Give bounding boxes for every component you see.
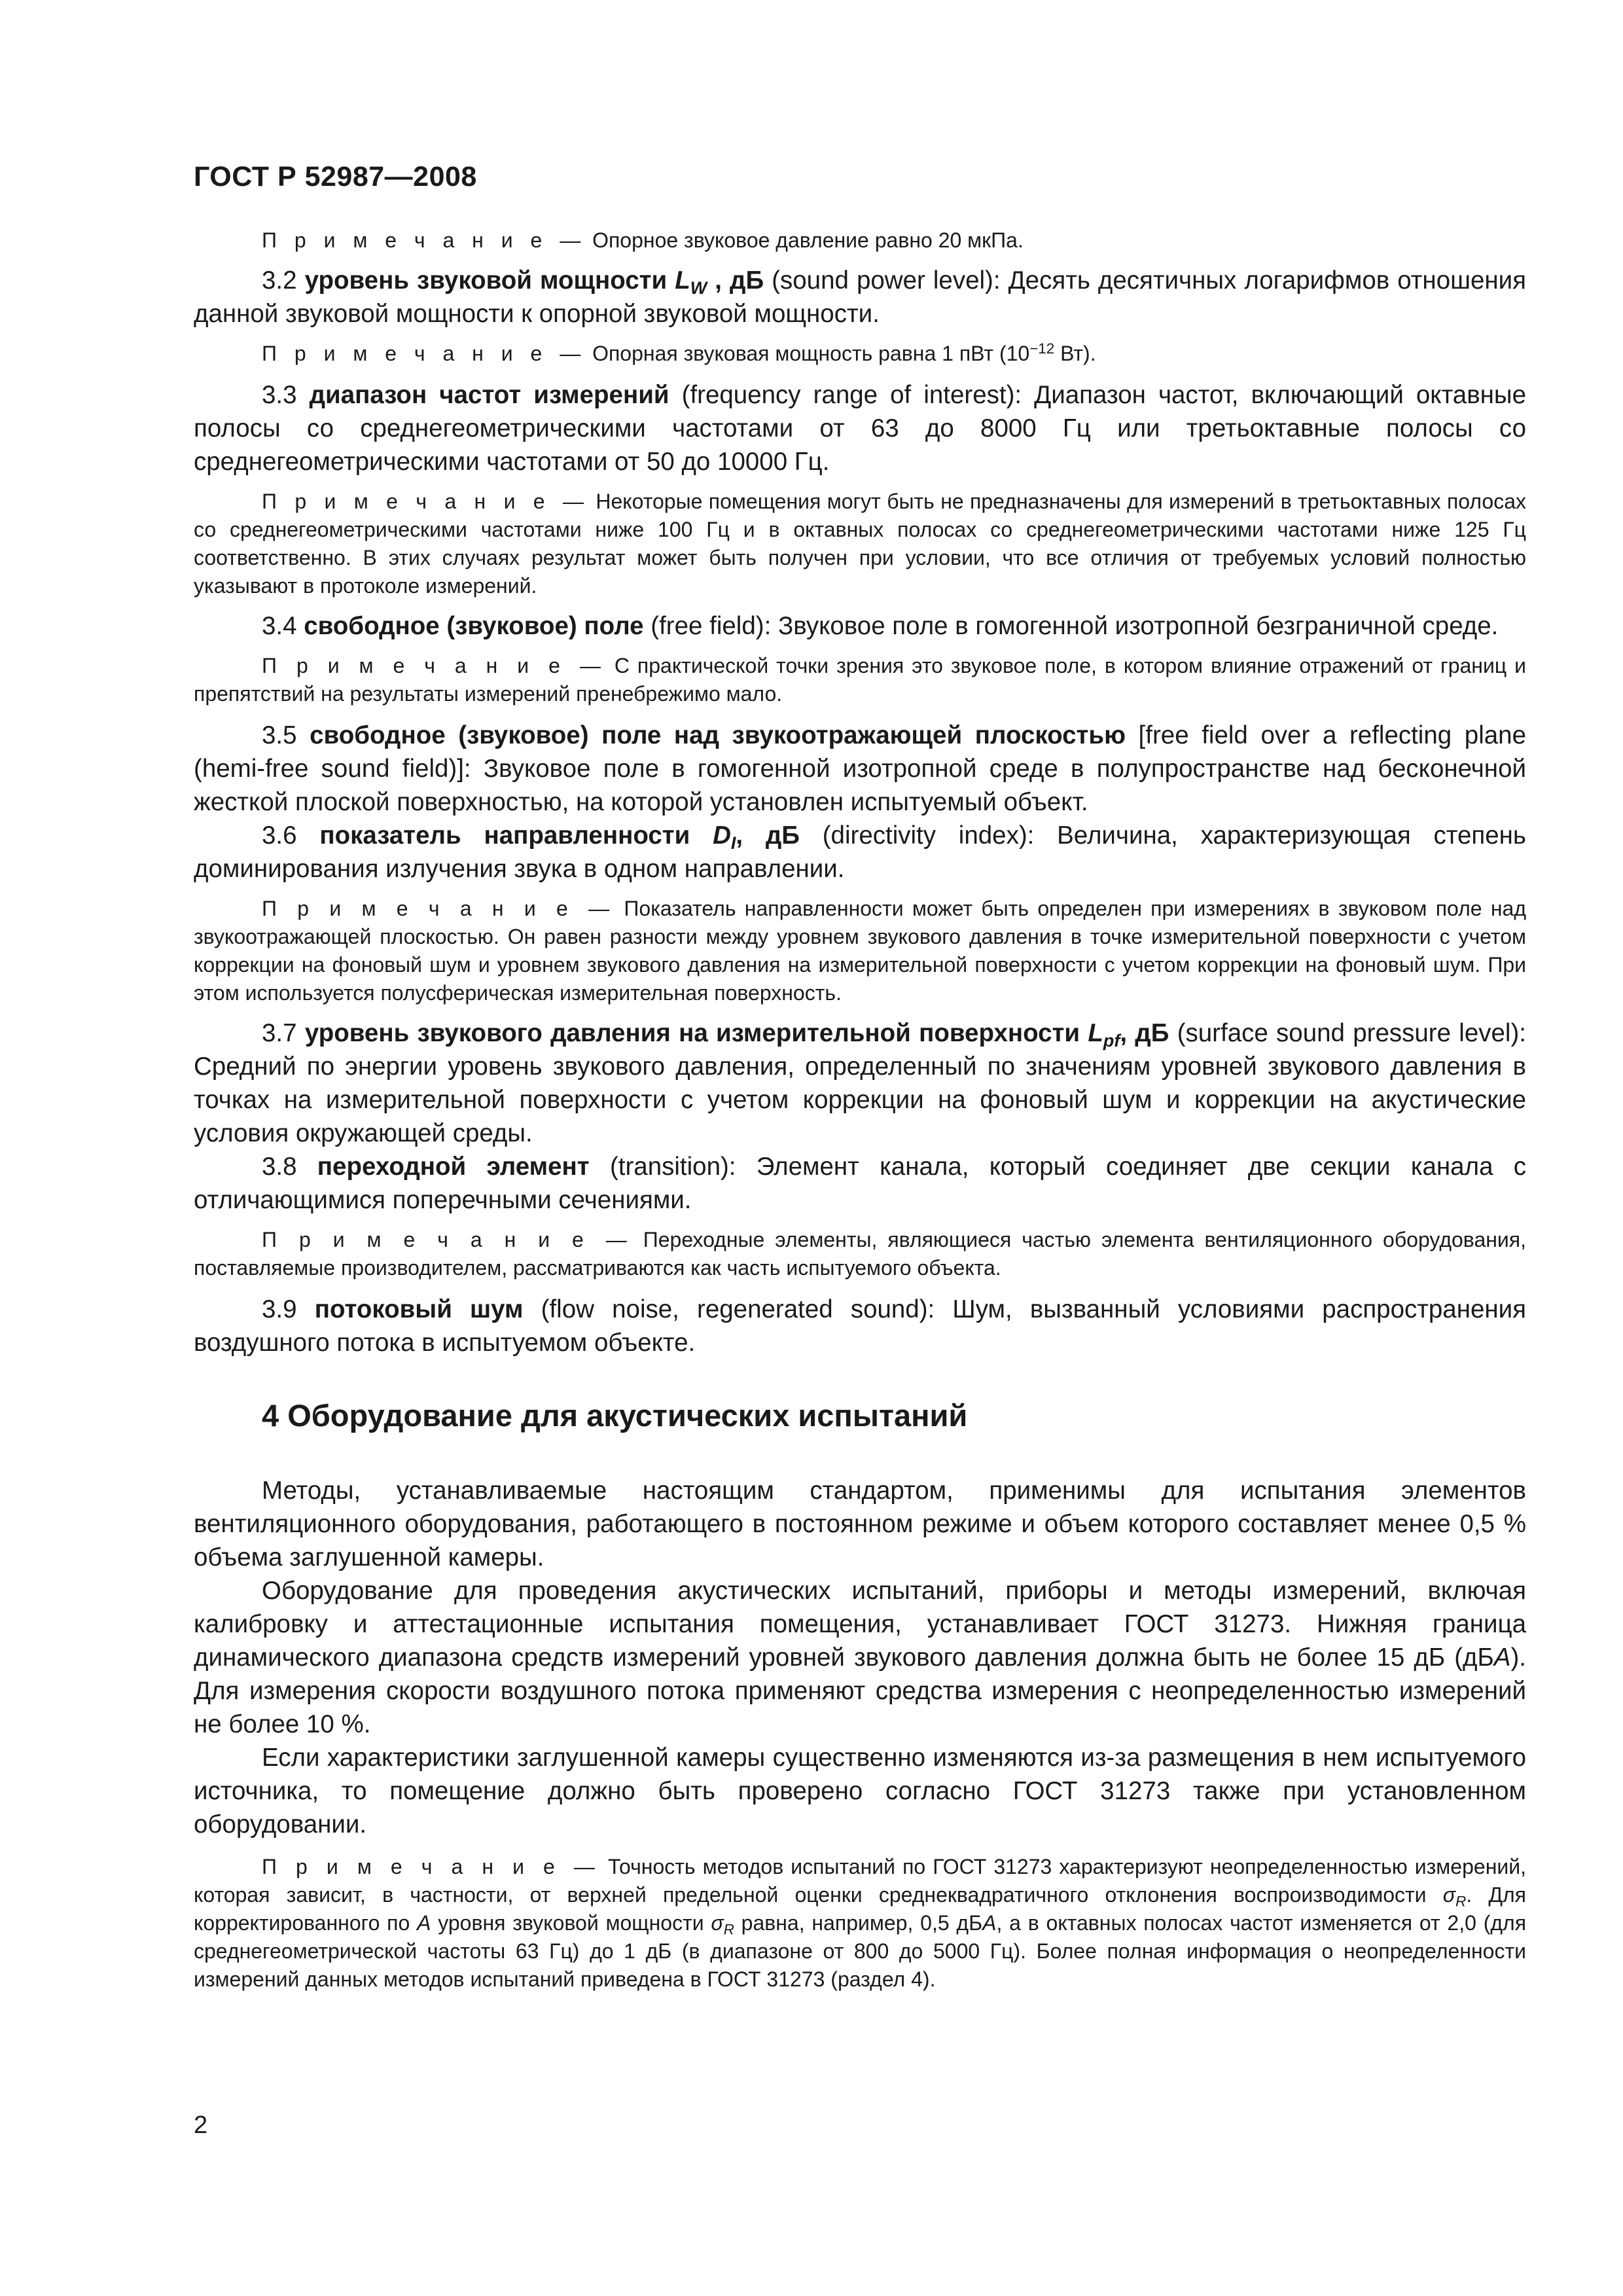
section-4-title: 4 Оборудование для акустических испытаний [262,1398,968,1433]
note-3-4: П р и м е ч а н и е — С практической точки зрения это звуковое поле, в котором влияние отражений от границ и препятствий на результаты измерений пренебрежимо мало. [194,654,1527,706]
term-3-9: 3.9 потоковый шум (flow noise, regenerated sound): Шум, вызванный условиями распространения воздушного потока в испытуемом объекте. [194,1295,1526,1357]
document-page [194,0,1526,2296]
note-label: П р и м е ч а н и е — [262,228,587,252]
note-3-8: П р и м е ч а н и е — Переходные элементы, являющиеся частью элемента вентиляционного оборудования, поставляемые производителем, рассматриваются как часть испытуемого объекта. [194,1228,1527,1280]
document-header: ГОСТ Р 52987—2008 [194,161,477,192]
term-3-2: 3.2 уровень звуковой мощности $L_W$ , дБ (sound power level): Десять десятичных логарифмов отношения данной звуковой мощности к опорной звуковой мощности. [194,266,1527,328]
term-3-6: 3.6 показатель направленности $D_I$, дБ (directivity index): Величина, характеризующая степень доминирования излучения звука в одном направлении. [194,821,1526,883]
term-3-7: 3.7 уровень звукового давления на измерительной поверхности $L_{pf}$, дБ (surface sound pressure level): Средний по энергии уровень звукового давления, определенный по значениям уровней звукового давления в точках на измерительной поверхности с учетом коррекции на фоновый шум и коррекции на акустические условия окружающей среды. [194,1019,1526,1147]
term-3-3: 3.3 диапазон частот измерений (frequency range of interest): Диапазон частот, включающий октавные полосы со среднегеометрическими частотами от 63 до 8000 Гц или третьоктавные полосы со среднегеометрическими частотами от 50 до 10000 Гц. [194,381,1526,476]
note-3-6: П р и м е ч а н и е — Показатель направленности может быть определен при измерениях в звуковом поле над звукоотражающей плоскостью. Он равен разности между уровнем звукового давления в точке измерительной поверхности с учетом коррекции на фоновый шум и уровнем звукового давления на измерительной поверхности с учетом коррекции на фоновый шум. При этом используется полусферическая измерительная поверхность. [194,897,1527,1005]
term-3-8: 3.8 переходной элемент (transition): Элемент канала, который соединяет две секции канала с отличающимися поперечными сечениями. [194,1153,1526,1214]
section-4-paragraph-2: Оборудование для проведения акустических испытаний, приборы и методы измерений, включая калибровку и аттестационные испытания помещения, устанавливает ГОСТ 31273. Нижняя граница динамического диапазона средств измерений уровней звукового давления должна быть не более 15 дБ (дБA). Для измерения скорости воздушного потока применяют средства измерения с неопределенностью измерений не более 10 %. [194,1577,1526,1738]
note-section-4: П р и м е ч а н и е — Точность методов испытаний по ГОСТ 31273 характеризуют неопределенностью измерений, которая зависит, в частности, от верхней предельной оценки среднеквадратичного отклонения воспроизводимости $\sigma_R$. Для корректированного по A уровня звуковой мощности $\sigma_R$ равна, например, 0,5 дБA, а в октавных полосах частот изменяется от 2,0 (для среднегеометрической частоты 63 Гц) до 1 дБ (в диапазоне от 800 до 5000 Гц). Более полная информация о неопределенности измерений данных методов испытаний приведена в ГОСТ 31273 (раздел 4). [194,1855,1527,1991]
note-3-3: П р и м е ч а н и е — Некоторые помещения могут быть не предназначены для измерений в третьоктавных полосах со среднегеометрическими частотами ниже 100 Гц и в октавных полосах со среднегеометрическими частотами ниже 125 Гц соответственно. В этих случаях результат может быть получен при условии, что все отличия от требуемых условий полностью указывают в протоколе измерений. [194,490,1527,598]
term-3-5: 3.5 свободное (звуковое) поле над звукоотражающей плоскостью [free field over a reflecting plane (hemi-free sound field)]: Звуковое поле в гомогенной изотропной среде в полупространстве над бесконечной жесткой плоской поверхностью, на которой установлен испытуемый объект. [194,721,1526,816]
page-number: 2 [194,2111,208,2139]
section-4-paragraph-3: Если характеристики заглушенной камеры существенно изменяются из-за размещения в нем испытуемого источника, то помещение должно быть проверено согласно ГОСТ 31273 также при установленном оборудовании. [194,1744,1526,1839]
note-3-2: П р и м е ч а н и е — Опорная звуковая мощность равна 1 пВт ($10^{-12}$ Вт). [262,340,1096,365]
section-4-paragraph-1: Методы, устанавливаемые настоящим стандартом, применимы для испытания элементов вентиляционного оборудования, работающего в постоянном режиме и объем которого составляет менее 0,5 % объема заглушенной камеры. [194,1477,1526,1571]
note-3-1: П р и м е ч а н и е — Опорное звуковое давление равно 20 мкПа. [262,228,1024,252]
document-body [194,226,1526,1994]
term-3-4: 3.4 свободное (звуковое) поле (free field): Звуковое поле в гомогенной изотропной безграничной среде. [262,612,1499,640]
